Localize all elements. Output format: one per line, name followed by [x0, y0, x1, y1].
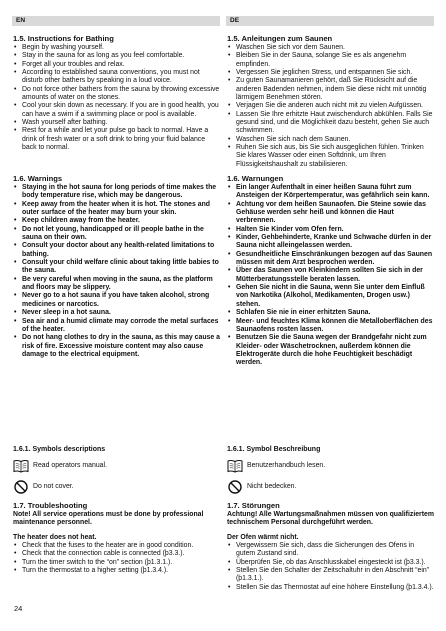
warnings-list — [13, 184, 220, 359]
language-tag-en: EN — [12, 16, 220, 26]
list-item: • Never sleep in a hot sauna. — [13, 309, 220, 317]
symbol-row-cover — [227, 479, 434, 495]
bathing-heading: 1.5. Anleitungen zum Saunen — [227, 34, 333, 43]
open-book-icon — [227, 459, 243, 473]
symbols-section — [13, 445, 220, 501]
list-item: • Rest for a while and let your pulse go back to normal. Have a drink of fresh water or a soft drink to bring your fluid balance back to normal. — [13, 127, 220, 152]
list-item: • According to established sauna conventions, you must not disturb other bathers by speaking in a loud voice. — [13, 69, 220, 86]
list-item: • Achtung vor dem heißen Saunaofen. Die Steine sowie das Gehäuse werden sehr heiß und können die Haut verbrennen. — [227, 201, 434, 226]
troubleshooting-section — [13, 501, 220, 575]
list-item: • Kinder, Gehbehinderte, Kranke und Schwache dürfen in der Sauna nicht alleingelassen werden. — [227, 234, 434, 251]
list-item: • Check that the fuses to the heater are in good condition. — [13, 542, 220, 550]
list-item: • Turn the timer switch to the “on” section (þ1.3.1.). — [13, 559, 220, 567]
german-column — [227, 34, 434, 592]
list-item: • Zu guten Saunamanieren gehört, daß Sie Rücksicht auf die anderen Badenden nehmen, indem Sie diese nicht mit unnötig lärmigem Benehmen stören. — [227, 77, 434, 102]
trouble-subheading: Der Ofen wärmt nicht. — [227, 533, 299, 541]
list-item: • Staying in the hot sauna for long periods of time makes the body temperature rise, which may be dangerous. — [13, 184, 220, 201]
do-not-cover-icon — [227, 480, 243, 494]
list-item: • Bleiben Sie in der Sauna, solange Sie es als angenehm empfinden. — [227, 52, 434, 69]
symbols-heading: 1.6.1. Symbol Beschreibung — [227, 446, 321, 453]
symbol-cover-label: Do not cover. — [33, 482, 74, 490]
list-item: • Begin by washing yourself. — [13, 44, 220, 52]
bathing-list — [13, 44, 220, 152]
list-item: • Gehen Sie nicht in die Sauna, wenn Sie unter dem Einfluß von Narkotika (Alkohol, Medikamenten, Drogen usw.) stehen. — [227, 284, 434, 309]
list-item: • Stay in the sauna for as long as you feel comfortable. — [13, 52, 220, 60]
list-item: • Ruhen Sie sich aus, bis Sie sich ausgeglichen fühlen. Trinken Sie klares Wasser oder einen Softdrink, um Ihren Flüssigkeitshaushalt zu stabilisieren. — [227, 144, 434, 169]
list-item: • Waschen Sie sich vor dem Saunen. — [227, 44, 434, 52]
bathing-section — [227, 34, 434, 174]
list-item: • Check that the connection cable is connected (þ3.3.). — [13, 550, 220, 558]
list-item: • Turn the thermostat to a higher setting (þ1.3.4.). — [13, 567, 220, 575]
list-item: • Do not hang clothes to dry in the sauna, as this may cause a risk of fire. Excessive moisture content may also cause damage to the electrical equipment. — [13, 334, 220, 359]
trouble-list — [227, 542, 434, 592]
list-item: • Ein langer Aufenthalt in einer heißen Sauna führt zum Ansteigen der Körpertemperatur, was gefährlich sein kann. — [227, 184, 434, 201]
list-item: • Do not force other bathers from the sauna by throwing excessive amounts of water on the stones. — [13, 86, 220, 103]
bathing-list — [227, 44, 434, 169]
symbol-row-cover — [13, 479, 220, 495]
page-number: 24 — [14, 604, 23, 613]
list-item: • Do not let young, handicapped or ill people bathe in the sauna on their own. — [13, 226, 220, 243]
list-item: • Forget all your troubles and relax. — [13, 61, 220, 69]
symbols-heading: 1.6.1. Symbols descriptions — [13, 446, 106, 453]
service-note: Note! All service operations must be done by professional maintenance personnel. — [13, 511, 204, 527]
list-item: • Verjagen Sie die anderen auch nicht mit zu vielen Aufgüssen. — [227, 102, 434, 110]
troubleshooting-heading: 1.7. Troubleshooting — [13, 501, 88, 510]
list-item: • Consult your doctor about any health-related limitations to bathing. — [13, 242, 220, 259]
list-item: • Benutzen Sie die Sauna wegen der Brandgefahr nicht zum Kleider- oder Wäschetrocknen, außerdem können die Elektrogeräte durch die hohe Feuchtigkeit beschädigt werden. — [227, 334, 434, 367]
list-item: • Halten Sie Kinder vom Ofen fern. — [227, 226, 434, 234]
list-item: • Stellen Sie das Thermostat auf eine höhere Einstellung (þ1.3.4.). — [227, 584, 434, 592]
warnings-heading: 1.6. Warnings — [13, 174, 63, 183]
list-item: • Be very careful when moving in the sauna, as the platform and floors may be slippery. — [13, 276, 220, 293]
warnings-heading: 1.6. Warnungen — [227, 174, 284, 183]
warnings-section — [227, 174, 434, 445]
trouble-subheading: The heater does not heat. — [13, 533, 97, 541]
list-item: • Gesundheitliche Einschränkungen bezogen auf das Saunen müssen mit dem Arzt besprochen werden. — [227, 251, 434, 268]
list-item: • Vergessen Sie jeglichen Stress, und entspannen Sie sich. — [227, 69, 434, 77]
list-item: • Sea air and a humid climate may corrode the metal surfaces of the heater. — [13, 318, 220, 335]
troubleshooting-heading: 1.7. Störungen — [227, 501, 280, 510]
list-item: • Lassen Sie Ihre erhitzte Haut zwischendurch abkühlen. Falls Sie gesund sind, und die Möglichkeit dazu besteht, gehen Sie auch schwimmen. — [227, 111, 434, 136]
symbol-manual-label: Read operators manual. — [33, 461, 107, 469]
list-item: • Stellen Sie den Schalter der Zeitschaltuhr in den Abschnitt “ein” (þ1.3.1.). — [227, 567, 434, 584]
symbols-section — [227, 445, 434, 501]
trouble-list — [13, 542, 220, 575]
list-item: • Vergewissern Sie sich, dass die Sicherungen des Ofens in gutem Zustand sind. — [227, 542, 434, 559]
english-column — [13, 34, 220, 575]
symbol-cover-label: Nicht bedecken. — [247, 482, 297, 490]
bathing-section — [13, 34, 220, 174]
list-item: • Cool your skin down as necessary. If you are in good health, you can have a swim if a swimming place or pool is available. — [13, 102, 220, 119]
do-not-cover-icon — [13, 480, 29, 494]
list-item: • Never go to a hot sauna if you have taken alcohol, strong medicines or narcotics. — [13, 292, 220, 309]
symbol-manual-label: Benutzerhandbuch lesen. — [247, 461, 326, 469]
list-item: • Schlafen Sie nie in einer erhitzten Sauna. — [227, 309, 434, 317]
list-item: • Waschen Sie sich nach dem Saunen. — [227, 136, 434, 144]
list-item: • Überprüfen Sie, ob das Anschlusskabel eingesteckt ist (þ3.3.). — [227, 559, 434, 567]
warnings-list — [227, 184, 434, 368]
symbol-row-manual — [227, 458, 434, 474]
list-item: • Consult your child welfare clinic about taking little babies to the sauna. — [13, 259, 220, 276]
list-item: • Keep children away from the heater. — [13, 217, 220, 225]
list-item: • Wash yourself after bathing. — [13, 119, 220, 127]
warnings-section — [13, 174, 220, 445]
bathing-heading: 1.5. Instructions for Bathing — [13, 34, 114, 43]
symbol-row-manual — [13, 458, 220, 474]
open-book-icon — [13, 459, 29, 473]
list-item: • Meer- und feuchtes Klima können die Metalloberflächen des Saunaofens rosten lassen. — [227, 318, 434, 335]
list-item: • Keep away from the heater when it is hot. The stones and outer surface of the heater may burn your skin. — [13, 201, 220, 218]
service-note: Achtung! Alle Wartungsmaßnahmen müssen von qualifiziertem technischem Personal durchgeführt werden. — [227, 511, 434, 527]
troubleshooting-section — [227, 501, 434, 592]
list-item: • Über das Saunen von Kleinkindern sollten Sie sich in der Mütterberatungsstelle beraten lassen. — [227, 267, 434, 284]
language-tag-de: DE — [226, 16, 434, 26]
